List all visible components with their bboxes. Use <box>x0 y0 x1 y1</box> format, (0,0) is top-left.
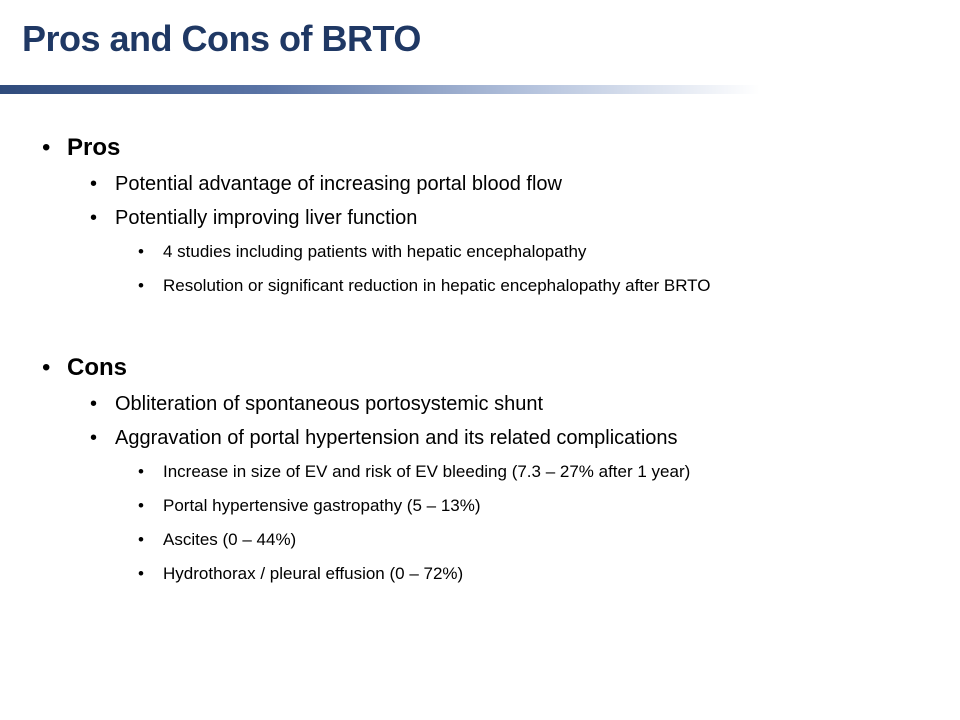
bullet-icon: • <box>138 276 144 295</box>
pros-section <box>0 131 960 305</box>
slide-title: Pros and Cons of BRTO <box>22 18 421 59</box>
bullet-icon: • <box>42 134 51 161</box>
bullet-icon: • <box>138 462 144 481</box>
list-item-text: Potentially improving liver function <box>115 207 418 229</box>
sub-list-item-text: Hydrothorax / pleural effusion (0 – 72%) <box>163 564 464 583</box>
sub-list-item-text: Ascites (0 – 44%) <box>163 530 297 549</box>
bullet-icon: • <box>138 564 144 583</box>
sub-list-item-text: 4 studies including patients with hepatic encephalopathy <box>163 242 587 261</box>
bullet-icon: • <box>90 427 98 449</box>
sub-list-item <box>0 525 960 559</box>
pros-heading-item <box>0 131 960 169</box>
cons-heading: Cons <box>67 354 127 381</box>
bullet-icon: • <box>90 393 98 415</box>
list-item <box>0 423 960 457</box>
title-underline <box>0 85 760 94</box>
bullet-icon: • <box>138 242 144 261</box>
sub-list-item-text: Resolution or significant reduction in hepatic encephalopathy after BRTO <box>163 276 711 295</box>
bullet-icon: • <box>42 354 51 381</box>
cons-heading-item <box>0 351 960 389</box>
sub-list-item <box>0 491 960 525</box>
list-item <box>0 169 960 203</box>
sub-list-item-text: Portal hypertensive gastropathy (5 – 13%) <box>163 496 481 515</box>
sub-list-item <box>0 271 960 305</box>
sub-list-item <box>0 559 960 593</box>
list-item-text: Obliteration of spontaneous portosystemic shunt <box>115 393 544 415</box>
list-item <box>0 389 960 423</box>
list-item-text: Aggravation of portal hypertension and its related complications <box>115 427 678 449</box>
bullet-icon: • <box>90 207 98 229</box>
sub-list-item <box>0 237 960 271</box>
pros-heading: Pros <box>67 134 121 161</box>
bullet-icon: • <box>138 496 144 515</box>
bullet-icon: • <box>90 173 98 195</box>
list-item <box>0 203 960 237</box>
list-item-text: Potential advantage of increasing portal blood flow <box>115 173 562 195</box>
bullet-icon: • <box>138 530 144 549</box>
sub-list-item-text: Increase in size of EV and risk of EV bleeding (7.3 – 27% after 1 year) <box>163 462 691 481</box>
cons-section <box>0 351 960 593</box>
sub-list-item <box>0 457 960 491</box>
